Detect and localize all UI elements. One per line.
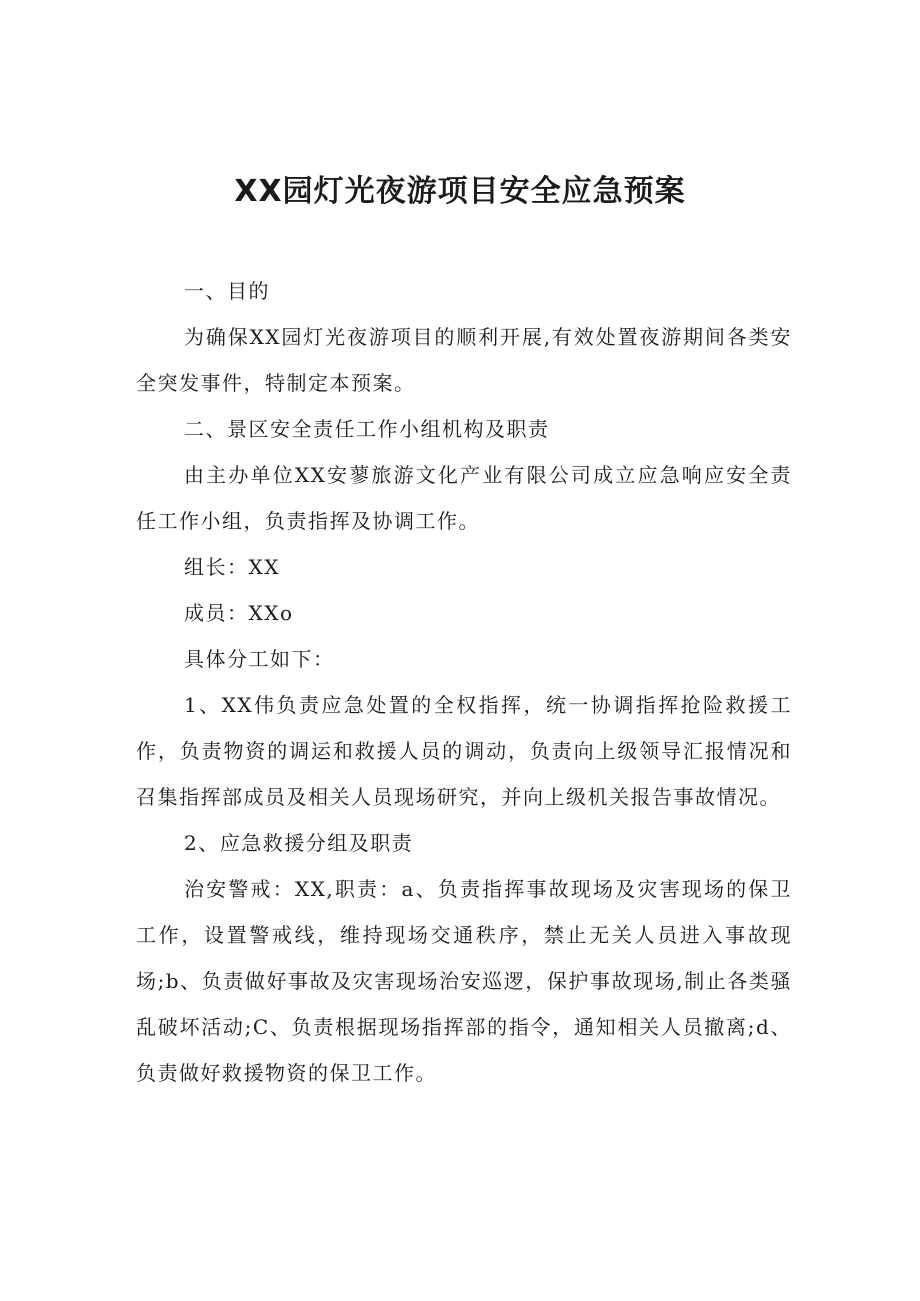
paragraph-leader: 组长：XX (184, 555, 280, 579)
paragraph-members: 成员：XXo (184, 601, 294, 625)
document-title: XX园灯光夜游项目安全应急预案 (234, 174, 686, 209)
paragraph-division-intro: 具体分工如下： (184, 647, 335, 671)
paragraph-item-1: 1、XX伟负责应急处置的全权指挥，统一协调指挥抢险救援工作，负责物资的调运和救援人员的调动，负责向上级领导汇报情况和召集指挥部成员及相关人员现场研究，并向上级机关报告事故情况。 (136, 693, 792, 809)
document-body (136, 268, 792, 1096)
paragraph-organization: 由主办单位XX安蓼旅游文化产业有限公司成立应急响应安全责任工作小组，负责指挥及协调工作。 (136, 463, 792, 533)
section-heading-organization: 二、景区安全责任工作小组机构及职责 (184, 417, 550, 441)
paragraph-security-guard: 治安警戒：XX,职责：a、负责指挥事故现场及灾害现场的保卫工作，设置警戒线，维持现场交通秩序，禁止无关人员进入事故现场;b、负责做好事故及灾害现场治安巡逻，保护事故现场,制止各类骚乱破坏活动;C、负责根据现场指挥部的指令，通知相关人员撤离;d、负责做好救援物资的保卫工作。 (136, 877, 792, 1085)
section-heading-purpose: 一、目的 (184, 279, 270, 303)
paragraph-item-2: 2、应急救援分组及职责 (184, 831, 414, 855)
paragraph-purpose: 为确保XX园灯光夜游项目的顺利开展,有效处置夜游期间各类安全突发事件，特制定本预案。 (136, 325, 792, 395)
